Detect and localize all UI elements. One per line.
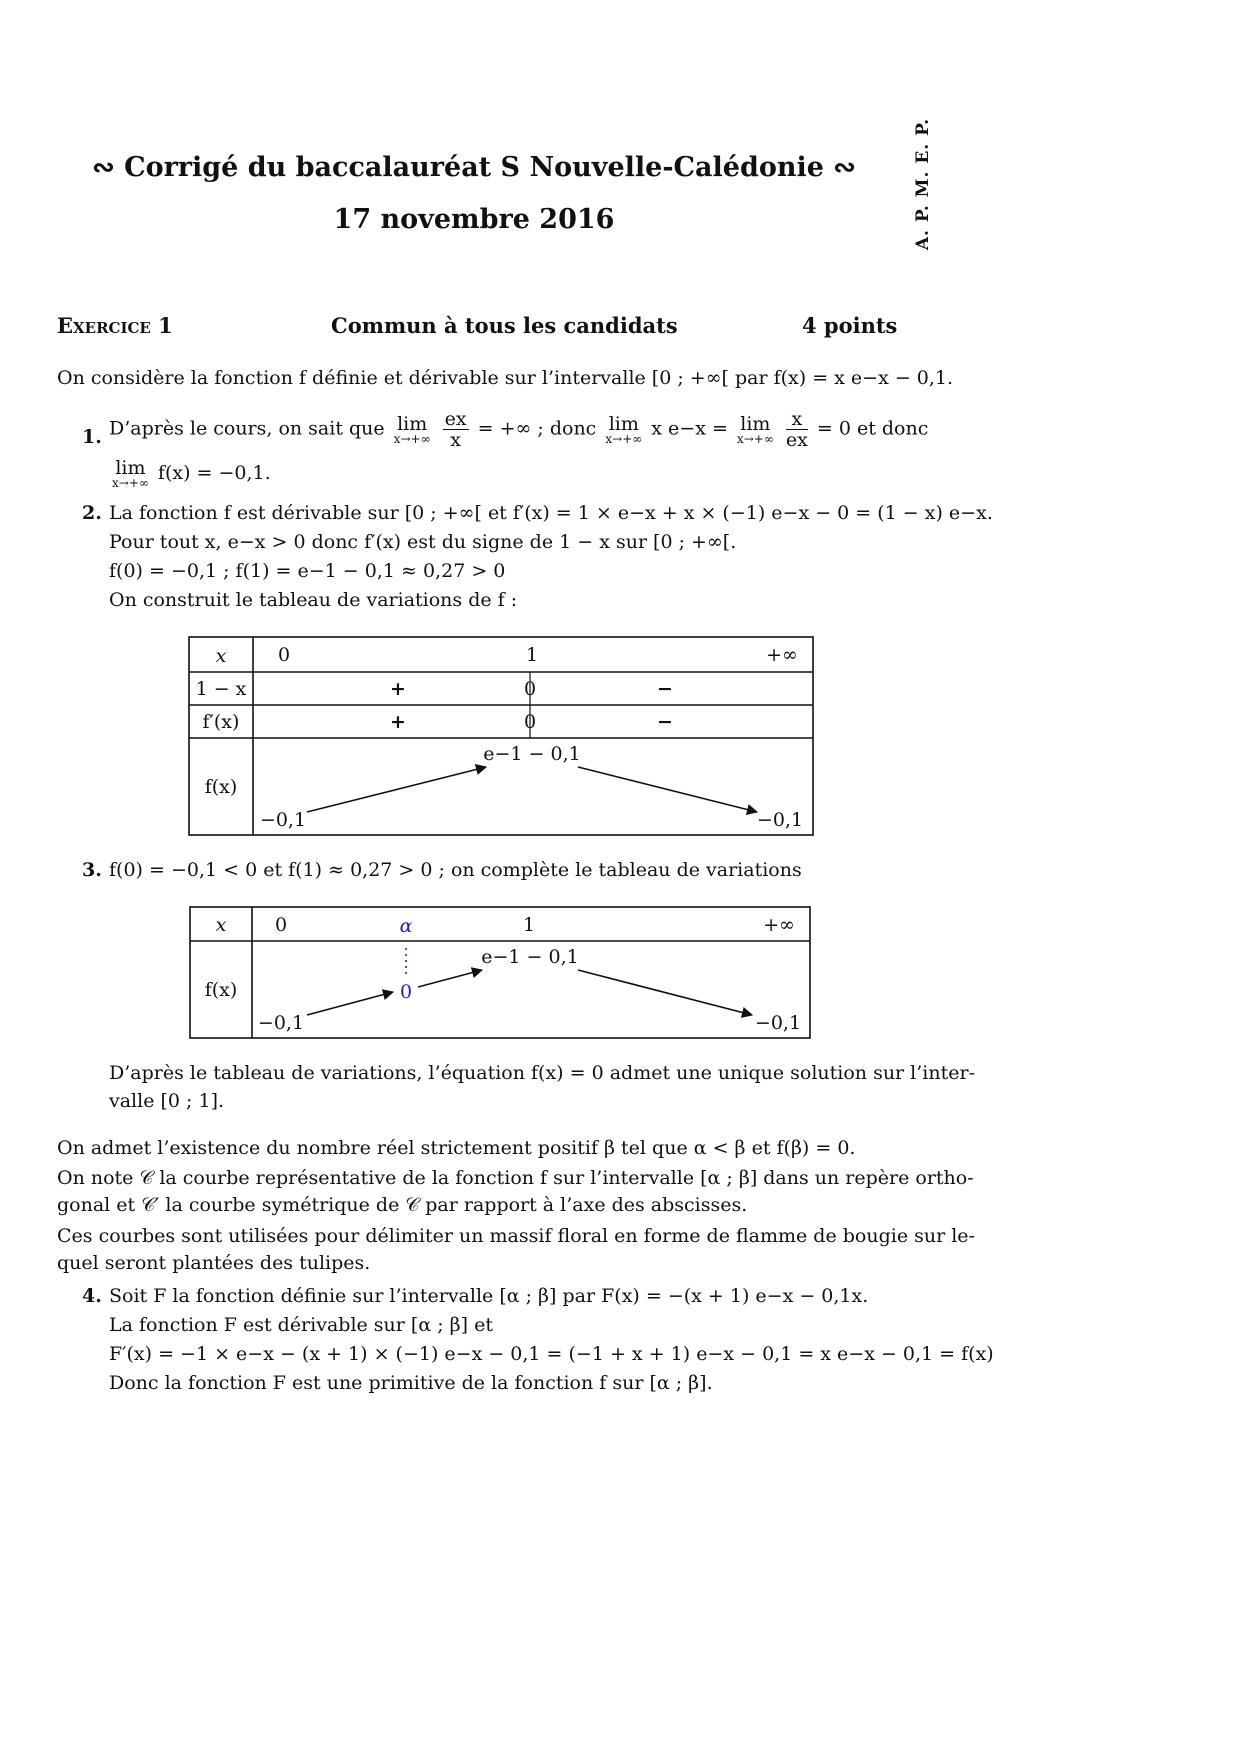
apmep-side-label: A. P. M. E. P. (913, 118, 933, 251)
table1-sign-plus-2: + (390, 711, 406, 733)
q2-line2: Pour tout x, e−x > 0 donc f′(x) est du signe de 1 − x sur [0 ; +∞[. (109, 531, 737, 553)
table1-border (189, 637, 813, 835)
q1-eq-inf: = +∞ ; donc (477, 417, 597, 440)
table1-right-value: −0,1 (756, 809, 804, 831)
table1-sign-plus-1: + (390, 678, 406, 700)
q4-line1: Soit F la fonction définie sur l’intervalle [α ; β] par F(x) = −(x + 1) e−x − 0,1x. (109, 1285, 869, 1307)
q1-frac-num-2: x (786, 409, 808, 430)
table2-arrow-down (578, 970, 752, 1015)
q3-line1: f(0) = −0,1 < 0 et f(1) ≈ 0,27 > 0 ; on complète le tableau de variations (109, 859, 802, 881)
q1-end: = 0 et donc (816, 417, 929, 440)
document-title: ∾ Corrigé du baccalauréat S Nouvelle-Calédonie ∾ (92, 152, 856, 183)
q2-line1: La fonction f est dérivable sur [0 ; +∞[ et f′(x) = 1 × e−x + x × (−1) e−x − 0 = (1 − x) e−x. (109, 502, 993, 524)
table2-xinf: +∞ (763, 914, 795, 936)
q1-number: 1. (82, 426, 102, 448)
table2-left-value: −0,1 (257, 1012, 305, 1034)
table1-zero-2: 0 (523, 711, 537, 733)
table1-zero-1: 0 (523, 678, 537, 700)
q1-lim-sub-3: x→+∞ (736, 431, 774, 446)
table2-x0: 0 (274, 914, 288, 936)
table2-arrow-up-1 (307, 992, 393, 1015)
table2-alpha: α (399, 915, 413, 937)
q2-line4: On construit le tableau de variations de f : (109, 589, 518, 611)
table1-arrow-up (307, 767, 486, 812)
q4-line3: F′(x) = −1 × e−x − (x + 1) × (−1) e−x − 0,1 = (−1 + x + 1) e−x − 0,1 = x e−x − 0,1 = f(x) (109, 1343, 994, 1365)
table2-row2-label: f(x) (204, 979, 238, 1001)
table2-right-value: −0,1 (754, 1012, 802, 1034)
q1-line2-text: f(x) = −0,1. (157, 462, 271, 484)
table2-zero: 0 (399, 981, 413, 1003)
table1-row3-label: f′(x) (202, 711, 240, 733)
q2-line3: f(0) = −0,1 ; f(1) = e−1 − 0,1 ≈ 0,27 > 0 (109, 560, 506, 582)
q1-frac-num-1: ex (444, 408, 467, 430)
table1-top-value: e−1 − 0,1 (483, 743, 581, 765)
intro-paragraph: On considère la fonction f définie et dérivable sur l’intervalle [0 ; +∞[ par f(x) = x e−x − 0,1. (57, 367, 954, 389)
q1-lim-sub-2: x→+∞ (605, 431, 643, 446)
table1-xinf: +∞ (766, 644, 798, 666)
table1-left-value: −0,1 (259, 809, 307, 831)
table1-arrow-down (578, 767, 757, 812)
table2-x-label: x (215, 914, 227, 936)
table1-sign-minus-1: − (657, 678, 673, 700)
q1-lim-word-1: lim (397, 412, 428, 435)
table2-top-value: e−1 − 0,1 (481, 946, 579, 968)
table2-arrow-up-2 (418, 970, 482, 987)
para-curve-a: On note 𝒞 la courbe représentative de la fonction f sur l’intervalle [α ; β] dans un repère ortho- (57, 1167, 974, 1189)
para-flower-a: Ces courbes sont utilisées pour délimiter un massif floral en forme de flamme de bougie sur le- (57, 1225, 975, 1247)
q1-lim-word-2: lim (608, 412, 639, 435)
q1-frac-den-2: ex (785, 429, 808, 451)
q3-number: 3. (82, 859, 102, 881)
para-flower-b: quel seront plantées des tulipes. (57, 1252, 371, 1274)
q1-xe: x e−x = (651, 417, 728, 440)
table1-row2-label: 1 − x (195, 678, 247, 700)
q1-lim-word-3: lim (740, 412, 771, 435)
exercise-points: 4 points (802, 313, 898, 338)
q1-frac-den-1: x (450, 429, 461, 451)
q2-number: 2. (82, 502, 102, 524)
exercise-name: Exercice 1 (57, 313, 173, 338)
q1-text: D’après le cours, on sait que (109, 417, 385, 440)
table1-sign-minus-2: − (657, 711, 673, 733)
table1-x1: 1 (525, 644, 539, 666)
q4-number: 4. (82, 1285, 102, 1307)
table2-x1: 1 (522, 914, 536, 936)
q1-lim-word-4: lim (115, 457, 146, 479)
table1-x-label: x (215, 645, 227, 667)
para-curve-b: gonal et 𝒞′ la courbe symétrique de 𝒞 par rapport à l’axe des abscisses. (57, 1194, 748, 1216)
document-date: 17 novembre 2016 (333, 204, 615, 235)
q1-lim-sub-4: x→+∞ (112, 476, 149, 490)
q3-line2: D’après le tableau de variations, l’équation f(x) = 0 admet une unique solution sur l’inter- (109, 1062, 975, 1084)
q1-lim-sub-1: x→+∞ (393, 431, 431, 446)
table1-x0: 0 (277, 644, 291, 666)
q4-line2: La fonction F est dérivable sur [α ; β] et (109, 1314, 493, 1336)
q4-line4: Donc la fonction F est une primitive de la fonction f sur [α ; β]. (109, 1372, 713, 1394)
para-beta: On admet l’existence du nombre réel strictement positif β tel que α < β et f(β) = 0. (57, 1137, 856, 1159)
table1-row4-label: f(x) (204, 776, 238, 798)
exercise-subtitle: Commun à tous les candidats (331, 313, 678, 338)
q3-line3: valle [0 ; 1]. (109, 1090, 225, 1112)
